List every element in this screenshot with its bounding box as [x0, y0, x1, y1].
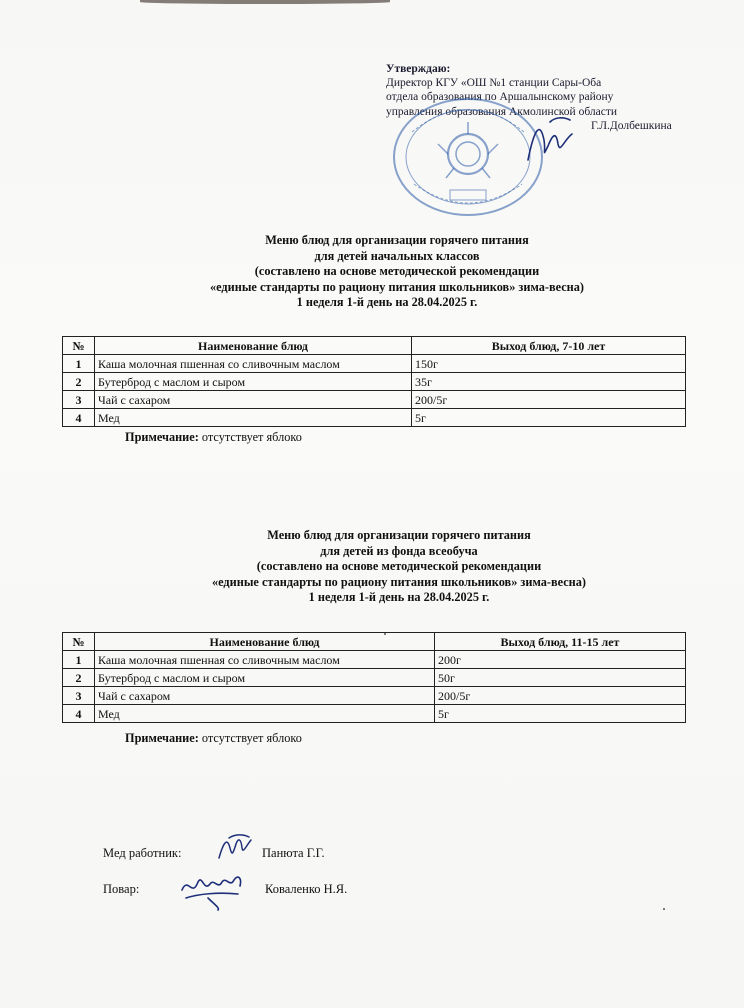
row-number: 4	[63, 705, 95, 723]
row-number: 3	[63, 391, 95, 409]
menu1-title-line: (составлено на основе методической рекомендации	[254, 264, 540, 278]
row-portion: 35г	[412, 373, 686, 391]
cook-label: Повар:	[103, 882, 140, 896]
row-number: 1	[63, 355, 95, 373]
row-dish: Каша молочная пшенная со сливочным маслом	[95, 355, 412, 373]
menu2-title	[0, 528, 744, 606]
approval-line: управления образования Акмолинской области	[386, 105, 618, 118]
row-dish: Мед	[95, 705, 435, 723]
table-row	[63, 669, 686, 687]
menu1-note	[125, 430, 302, 445]
medic-label: Мед работник:	[103, 846, 182, 860]
header-dish: Наименование блюд	[95, 633, 435, 651]
director-signature-icon	[520, 110, 580, 170]
note-label: Примечание:	[125, 430, 199, 444]
menu2-note	[125, 731, 302, 746]
medic-name: Панюта Г.Г.	[262, 846, 325, 860]
header-dish: Наименование блюд	[95, 337, 412, 355]
menu2-title-line: (составлено на основе методической рекомендации	[256, 559, 542, 573]
note-text: отсутствует яблоко	[198, 731, 302, 745]
medic-signature-icon	[215, 832, 255, 862]
row-portion: 200/5г	[412, 391, 686, 409]
menu2-title-line: «единые стандарты по рациону питания школьников» зима-весна)	[211, 574, 587, 589]
approval-line: отдела образования по Аршалынскому району	[386, 91, 614, 104]
cook-name: Коваленко Н.Я.	[265, 882, 348, 896]
menu1-table	[62, 336, 686, 427]
director-name: Г.Л.Долбешкина	[591, 119, 672, 132]
cook-signature-icon	[178, 868, 246, 912]
menu1-title-line: «единые стандарты по рациону питания школьников» зима-весна)	[209, 279, 585, 294]
page-edge-shadow	[140, 0, 390, 4]
row-dish: Бутерброд с маслом и сыром	[95, 669, 435, 687]
speck	[384, 633, 386, 635]
row-dish: Мед	[95, 409, 412, 427]
table-row	[63, 373, 686, 391]
row-dish: Чай с сахаром	[95, 391, 412, 409]
menu2-table	[62, 632, 686, 723]
menu1-title-line: Меню блюд для организации горячего питания	[265, 233, 529, 247]
row-number: 3	[63, 687, 95, 705]
header-portion: Выход блюд, 11-15 лет	[435, 633, 686, 651]
approval-line: Директор КГУ «ОШ №1 станции Сары-Оба	[386, 77, 602, 90]
row-number: 2	[63, 373, 95, 391]
table-header-row	[63, 633, 686, 651]
row-portion: 5г	[435, 705, 686, 723]
row-portion: 200г	[435, 651, 686, 669]
table-row	[63, 355, 686, 373]
approval-title: Утверждаю:	[386, 63, 451, 75]
menu2-title-line: для детей из фонда всеобуча	[320, 543, 478, 558]
row-number: 2	[63, 669, 95, 687]
menu1-title-line: для детей начальных классов	[314, 248, 480, 263]
row-dish: Бутерброд с маслом и сыром	[95, 373, 412, 391]
table-row	[63, 705, 686, 723]
row-portion: 5г	[412, 409, 686, 427]
row-number: 4	[63, 409, 95, 427]
menu1-title	[0, 233, 744, 311]
menu2-title-line: Меню блюд для организации горячего питания	[267, 528, 531, 542]
note-text: отсутствует яблоко	[198, 430, 302, 444]
header-number: №	[63, 337, 95, 355]
menu1-title-line: 1 неделя 1-й день на 28.04.2025 г.	[296, 295, 478, 309]
header-portion: Выход блюд, 7-10 лет	[412, 337, 686, 355]
row-dish: Каша молочная пшенная со сливочным маслом	[95, 651, 435, 669]
note-label: Примечание:	[125, 731, 199, 745]
speck	[663, 908, 665, 910]
table-row	[63, 391, 686, 409]
table-header-row	[63, 337, 686, 355]
row-portion: 50г	[435, 669, 686, 687]
row-portion: 150г	[412, 355, 686, 373]
row-number: 1	[63, 651, 95, 669]
row-dish: Чай с сахаром	[95, 687, 435, 705]
table-row	[63, 409, 686, 427]
row-portion: 200/5г	[435, 687, 686, 705]
table-row	[63, 687, 686, 705]
header-number: №	[63, 633, 95, 651]
table-row	[63, 651, 686, 669]
menu2-title-line: 1 неделя 1-й день на 28.04.2025 г.	[308, 590, 490, 604]
